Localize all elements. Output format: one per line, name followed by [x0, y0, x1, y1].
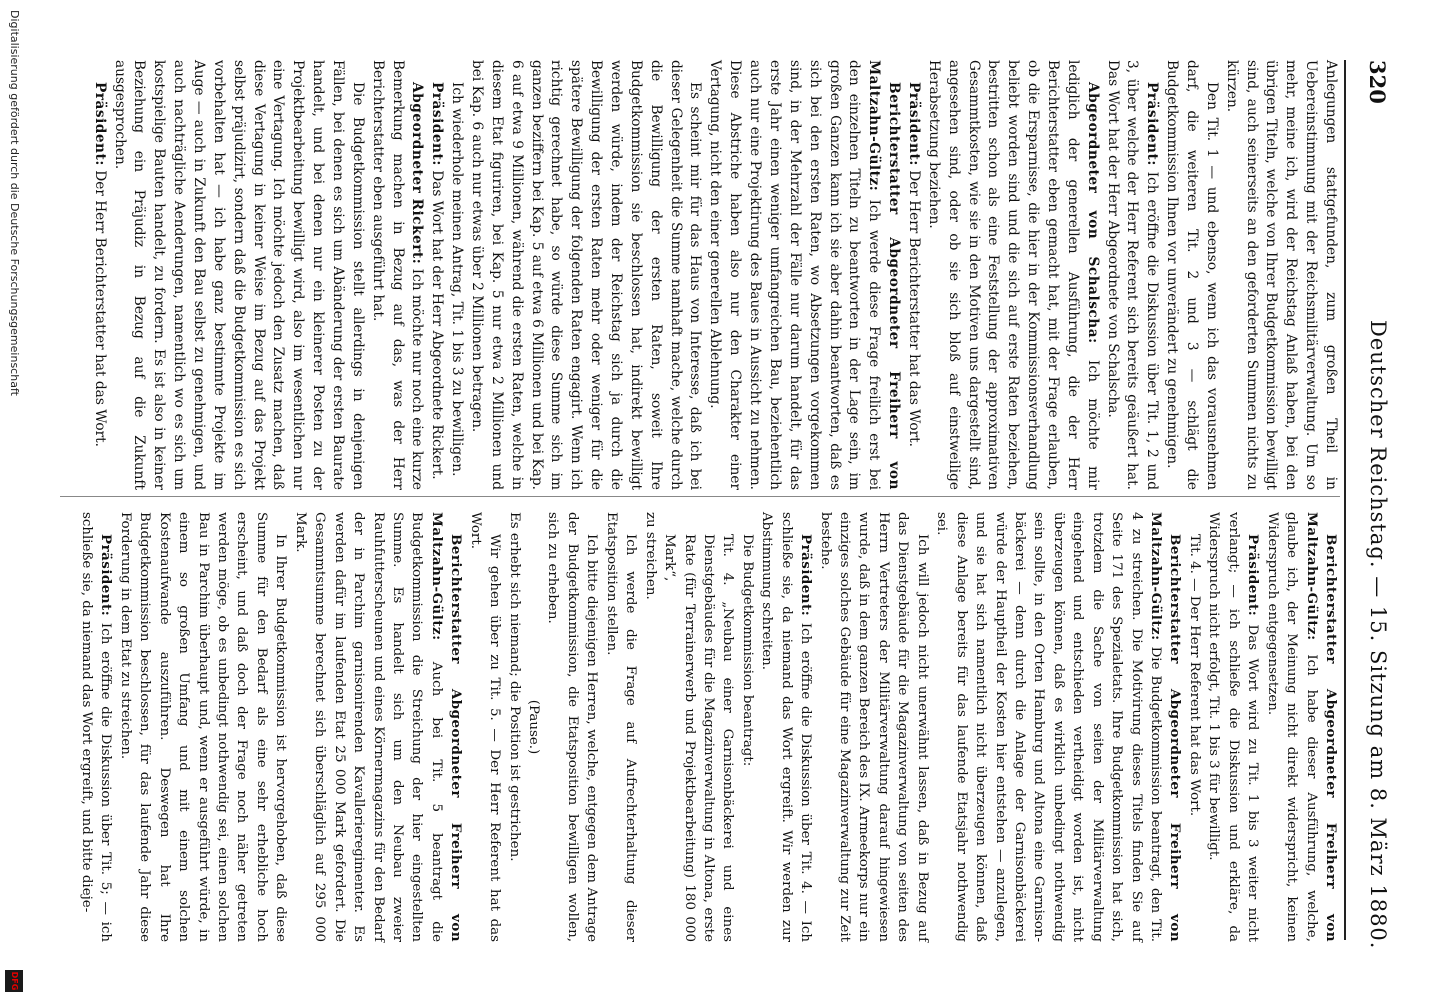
paragraph	[465, 512, 504, 942]
paragraph	[466, 60, 704, 490]
paragraph-text: (Pause.)	[526, 699, 542, 755]
page-title: Deutscher Reichstag. — 15. Sitzung am 8. März 1880.	[1366, 320, 1390, 950]
paragraph	[1185, 512, 1204, 942]
paragraph	[1221, 60, 1340, 490]
paragraph	[426, 60, 446, 490]
paragraph-text: Wir gehen über zu Tit. 5. — Der Herr Referent hat das Wort.	[467, 512, 503, 942]
speaker-name: Abgeordneter von Schalscha:	[1084, 82, 1101, 344]
speaker-name: Präsident:	[905, 82, 922, 166]
dfg-logo	[5, 970, 23, 992]
page-footer	[0, 0, 26, 1000]
right-column	[77, 512, 1340, 942]
paragraph	[923, 60, 1102, 490]
paragraph-text: Der Herr Berichterstatter hat das Wort.	[905, 165, 922, 447]
paragraph	[640, 512, 659, 942]
paragraph	[737, 512, 756, 942]
page-number: 320	[1365, 60, 1390, 104]
paragraph	[815, 512, 932, 942]
paragraph	[504, 512, 523, 942]
paragraph-text: Ich werde die Frage auf Aufrechterhaltung dieser Etatsposition stellen.	[603, 512, 639, 942]
paragraph	[705, 60, 904, 490]
paragraph	[290, 512, 465, 942]
paragraph-text: Den Tit. 1 — und ebenso, wenn ich das vorausnehmen darf, die weiteren Tit. 2 und 3 — schlägt die Budgetkommission Ihnen vor unverändert zu genehmigen.	[1164, 60, 1220, 490]
paragraph	[1102, 60, 1162, 490]
paragraph	[1161, 60, 1221, 490]
paragraph-text: In Ihrer Budgetkommission ist hervorgehoben, daß diese Summe für den Bedarf als eine sehr erhebliche hoch erscheint, und daß doch der Frage noch näher getreten werden möge, ob es unbedingt nothwendig sei, einen solchen Bau in Parchim überhaupt und, wenn er ausgeführt würde, in einem so großen Umfang und mit einem solchen Kostenaufwande auszuführen. Deswegen hat Ihre Budgetkommission beschlossen, für das laufende Jahr diese Forderung in dem Etat zu streichen.	[117, 512, 289, 942]
left-column	[89, 60, 1340, 490]
speaker-name: Präsident:	[98, 534, 115, 617]
paragraph-text: Tit. 4. „Neubau einer Garnisonbäckerei und eines Dienstgebäudes für die Magazinverwaltung in Altona, erste Rate (für Terrainerwerb und Projektbearbeitung) 180 000 Mark“,	[662, 534, 736, 942]
funding-credit: Digitalisierung gefördert durch die Deutsche Forschungsgemeinschaft	[8, 10, 21, 396]
paragraph	[109, 60, 367, 490]
speaker-name: Berichterstatter Abgeordneter Freiherr von Maltzahn-Gültz:	[428, 512, 465, 942]
paragraph-text: Die Budgetkommission stellt allerdings in denjenigen Fällen, bei denen es sich um Abänderung der ersten Baurate handelt, und bei denen nur ein kleinerer Posten zu der Projektbearbeitung bewilligt wird, also im wesentlichen nur eine Vertagung. Ich möchte jedoch den Zusatz machen, daß diese Vertagung in keiner Weise im Bezug auf das Projekt selbst präjudizirt, sondern daß die Budgetkommission es sich vorbehalten hat — ich habe ganz bestimmte Projekte im Auge — auch in Zukunft den Bau selbst zu genehmigen, und auch nachträgliche Aenderungen, namentlich wo es sich um kostspielige Bauten handelt, zu fordern. Es ist also in keiner Beziehung ein Präjudiz in Bezug auf die Zukunft ausgesprochen.	[111, 60, 366, 490]
paragraph-text: Ich bitte diejenigen Herren, welche, entgegen dem Antrage der Budgetkommission, die Etatsposition bewilligen wollen, sich zu erheben.	[545, 512, 600, 942]
speaker-name: Präsident:	[1144, 82, 1161, 166]
paragraph-text: Auch bei Tit. 5 beantragt die Budgetkommission die Streichung der hier eingestellten Summe. Es handelt sich um den Neubau zweier Rauhfutterscheunen und eines Körnermagazins für den Bedarf der in Parchim garnisonirenden Kavallerieregimenter. Es werden dafür im laufenden Etat 25 000 Mark gefordert. Die Gesammtsumme berechnet sich überschläglich auf 295 000 Mark.	[292, 512, 444, 942]
paragraph	[115, 512, 290, 942]
paragraph-text: Ich möchte nur noch eine kurze Bemerkung machen in Bezug auf das, was der Herr Berichterstatter eben ausgeführt hat.	[369, 60, 426, 490]
paragraph-text: Tit. 4. — Der Herr Referent hat das Wort.	[1186, 534, 1202, 817]
paragraph-text: Die Budgetkommission beantragt:	[739, 534, 755, 767]
paragraph-text: Anlegungen stattgefunden, zum großen Theil in Uebereinstimmung mit der Reichsmilitärverwaltung. Um so mehr, meine ich, wird der Reichstag Anlaß haben, bei den übrigen Titeln, welche von Ihrer Budgetkommission bewilligt sind, auch seinerseits an den geforderten Summen nichts zu kürzen.	[1223, 60, 1339, 490]
paragraph	[757, 512, 815, 942]
speaker-name: Berichterstatter Abgeordneter Freiherr von Maltzahn-Gültz:	[1148, 512, 1184, 942]
paragraph-text: Es erhebt sich niemand; die Position ist gestrichen.	[506, 512, 522, 862]
paragraph-text: Ich wiederhole meinen Antrag, Tit. 1 bis 3 zu bewilligen.	[449, 82, 466, 477]
paragraph	[932, 512, 1185, 942]
speaker-name: Berichterstatter Abgeordneter Freiherr von Maltzahn-Gültz:	[866, 60, 903, 490]
paragraph-text: Es scheint mir für das Haus von Interesse, daß ich bei dieser Gelegenheit die Summe namhaft mache, welche durch die Bewilligung der ersten Raten, soweit Ihre Budgetkommission sie beschlossen hat, indirekt bewilligt werden würde, indem der Reichstag sich ja durch die Bewilligung der ersten Raten mehr oder weniger für die spätere Bewilligung der folgenden Raten engagirt. Wenn ich richtig gerechnet habe, so würde diese Summe sich im ganzen beziffern bei Kap. 5 auf etwa 6 Millionen und bei Kap. 6 auf etwa 9 Millionen, während die ersten Raten, welche in diesem Etat figuriren, bei Kap. 5 nur etwa 2 Millionen und bei Kap. 6 auch nur etwas über 2 Millionen betragen.	[469, 60, 704, 490]
paragraph-text: Der Herr Berichterstatter hat das Wort.	[91, 165, 108, 447]
paragraph-text: Ich eröffne die Diskussion über Tit. 5; — ich schließe sie, da niemand das Wort ergreift, und bitte dieje-	[79, 512, 114, 942]
speaker-name: Präsident:	[429, 82, 446, 166]
paragraph-text: Die Budgetkommission beantragt, den Tit. 4 zu streichen. Die Motivirung dieses Titels finden Sie auf Seite 171 des Spezialetats. Ihre Budgetkommission hat sich, trotzdem die Sache von seiten der Militärverwaltung eingehend und entschieden vertheidigt worden ist, nicht überzeugen können, daß es wirklich unbedingt nothwendig sein sollte, in den Orten Hamburg und Altona eine Garnison-bäckerei — denn durch die Anlage der Garnisonbäckerei würde der Hauptheil der Kosten hier entstehen — anzulegen, und sie hat sich namentlich nicht überzeugen können, daß diese Anlage bereits für das laufende Etatsjahr nothwendig sei.	[934, 512, 1164, 942]
paragraph	[367, 60, 427, 490]
paragraph-text: Ich eröffne die Diskussion über Tit. 1, 2 und 3, über welche der Herr Referent sich bereits geäußert hat. Das Wort hat der Herr Abgeordnete von Schalscha.	[1104, 60, 1161, 490]
paragraph	[1204, 512, 1262, 942]
paragraph	[601, 512, 640, 942]
paragraph-text: Ich möchte mir lediglich der generellen Ausführung, die der Herr Berichterstatter eben gemacht hat, mit der Frage erlauben, ob die Ersparnisse, die hier in der Kommissionsverhandlung beliebt worden sind und die sich auf erste Raten beziehen, bestritten schon als eine Feststellung der approximativen Gesammtkosten, wie sie in den Motiven uns dargestellt sind, angesehen sind, oder ob sie sich bloß auf einstweilige Herabsetzung beziehen.	[925, 60, 1101, 490]
speaker-name: Präsident:	[798, 534, 815, 617]
header-rule	[1344, 60, 1346, 940]
speaker-name: Präsident:	[91, 82, 108, 166]
speaker-name: Abgeordneter Rickert:	[409, 82, 426, 265]
paragraph-text: Das Wort hat der Herr Abgeordnete Rickert.	[429, 165, 446, 480]
paragraph-text: Ich eröffne die Diskussion über Tit. 4. — Ich schließe sie, da niemand das Wort ergreift. Wir werden zur Abstimmung schreiten.	[759, 512, 814, 942]
paragraph-text: Ich habe dieser Ausführung, welche, glaube ich, der Meinung nicht direkt widerspricht, keinen Widerspruch entgegensetzen.	[1264, 512, 1319, 942]
paragraph-text: Ich will jedoch nicht unerwähnt lassen, daß in Bezug auf das Dienstgebäude für die Magazinverwaltung von seiten des Herrn Vertreters der Militärverwaltung darauf hingewiesen wurde, daß in dem ganzen Bereich des IX. Armeekorps nur ein einziges solches Gebäude für eine Magazinverwaltung zur Zeit bestehe.	[817, 512, 930, 942]
paragraph-text: Ich werde diese Frage freilich erst bei den einzelnen Titeln zu beantworten in der Lage sein, im großen Ganzen kann ich sie aber dahin beantworten, daß es sich bei den ersten Raten, wo Absetzungen vorgekommen sind, in der Mehrzahl der Fälle nur darum handelt, für das erste Jahr einen weniger umfangreichen Bau, beziehentlich auch nur eine Projektirung des Baues in Aussicht zu nehmen. Diese Abstriche haben also nur den Charakter einer Vertagung, nicht den einer generellen Ablehnung.	[707, 60, 883, 490]
paragraph	[903, 60, 923, 490]
paragraph	[89, 60, 109, 490]
paragraph	[77, 512, 116, 942]
speaker-name: Präsident:	[1245, 534, 1262, 617]
paragraph-text: zu streichen.	[642, 512, 658, 600]
paragraph	[660, 512, 738, 942]
paragraph	[446, 60, 466, 490]
page-header	[1350, 60, 1390, 960]
paragraph-text: Das Wort wird zu Tit. 1 bis 3 weiter nicht verlangt; — ich schließe die Diskussion und erkläre, da Widerspruch nicht erfolgt, Tit. 1 bis 3 für bewilligt.	[1206, 512, 1261, 942]
paragraph	[543, 512, 601, 942]
paragraph	[1262, 512, 1340, 942]
column-divider	[60, 496, 1340, 497]
dfg-logo-text: DFG	[10, 971, 19, 991]
speaker-name: Berichterstatter Abgeordneter Freiherr von Maltzahn-Gültz:	[1303, 512, 1339, 942]
paragraph	[524, 512, 543, 942]
